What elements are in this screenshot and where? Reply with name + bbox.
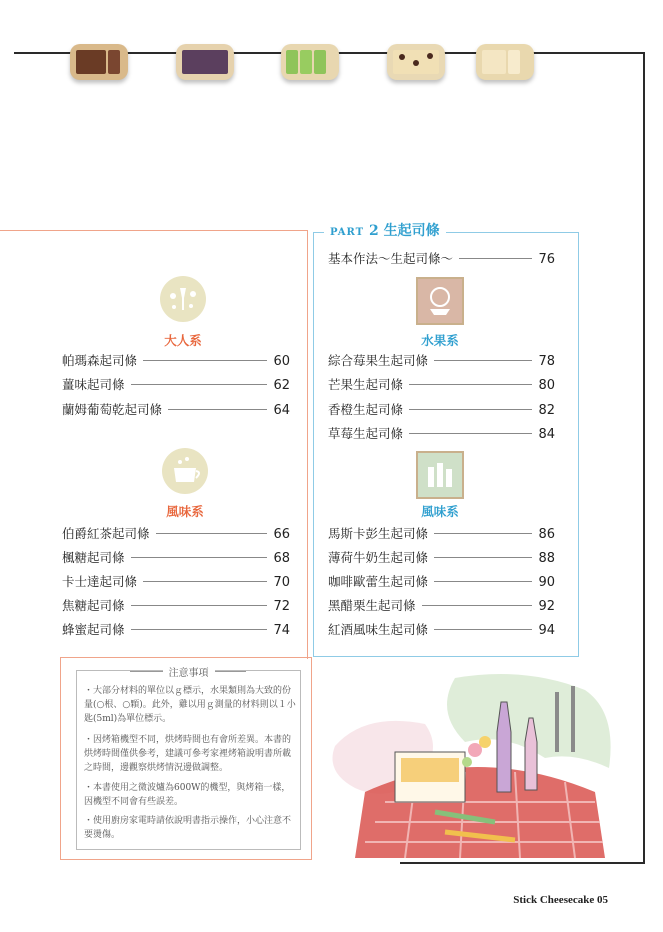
- page-footer: [513, 894, 608, 906]
- category-flavor-right: 風味系: [421, 504, 459, 519]
- toc-row[interactable]: 咖啡歐蕾生起司條 90: [328, 574, 555, 590]
- part-title: PART 2 生起司條: [324, 220, 446, 240]
- category-flavor-left: 風味系: [166, 504, 204, 519]
- toc-row[interactable]: 楓糖起司條 68: [62, 550, 290, 566]
- notes-frame: [311, 657, 312, 860]
- note-item: ・大部分材料的單位以ｇ標示，水果類則為大致的份量(○根、○顆)。此外，雞以用ｇ測量的材料則以１小匙(5ml)為單位標示。: [84, 686, 296, 724]
- toc-row[interactable]: 黑醋栗生起司條 92: [328, 598, 555, 614]
- toc-row[interactable]: 卡士達起司條 70: [62, 574, 290, 590]
- adult-category-icon: [160, 276, 206, 322]
- toc-row[interactable]: 伯爵紅茶起司條 66: [62, 526, 290, 542]
- notes-frame: [60, 657, 61, 860]
- note-item: ・使用廚房家電時請依說明書指示操作，小心注意不要燙傷。: [84, 816, 292, 840]
- picnic-illustration: [325, 672, 617, 864]
- toc-row[interactable]: 香橙生起司條 82: [328, 402, 555, 418]
- cake-photo-matcha: [281, 44, 339, 80]
- flavor-category-icon: [162, 448, 208, 494]
- cake-photo-berry: [176, 44, 234, 80]
- toc-row-intro[interactable]: 基本作法～生起司條～ 76: [328, 251, 555, 267]
- toc-row[interactable]: 焦糖起司條 72: [62, 598, 290, 614]
- notes-title: 注意事項: [76, 664, 301, 679]
- book-title: Stick Cheesecake: [513, 894, 595, 906]
- toc-row[interactable]: 草莓生起司條 84: [328, 426, 555, 442]
- cake-photo-raisin: [387, 44, 445, 80]
- page-number: 05: [597, 894, 608, 906]
- toc-row[interactable]: 薑味起司條 62: [62, 377, 290, 393]
- category-fruit: 水果系: [421, 333, 459, 348]
- left-toc-box: [0, 230, 308, 659]
- notes-frame: [60, 859, 312, 860]
- note-item: ・因烤箱機型不同，烘烤時間也有會所差異。本書的烘烤時間僅供參考，建議可參考家裡烤箱說明書所載之時間，邊觀察烘烤情況邊做調整。: [84, 735, 292, 773]
- toc-row[interactable]: 馬斯卡彭生起司條 86: [328, 526, 555, 542]
- fruit-category-icon: [416, 277, 464, 325]
- cake-photo-plain: [476, 44, 534, 80]
- toc-row[interactable]: 帕瑪森起司條 60: [62, 353, 290, 369]
- flavor-bottles-icon: [416, 451, 464, 499]
- cake-photo-chocolate: [70, 44, 128, 80]
- toc-row[interactable]: 蘭姆葡萄乾起司條 64: [62, 402, 290, 418]
- toc-row[interactable]: 綜合莓果生起司條 78: [328, 353, 555, 369]
- toc-row[interactable]: 蜂蜜起司條 74: [62, 622, 290, 638]
- toc-row[interactable]: 紅酒風味生起司條 94: [328, 622, 555, 638]
- notes-frame: [60, 657, 312, 658]
- note-item: ・本書使用之微波爐為600W的機型，與烤箱一樣，因機型不同會有些誤差。: [84, 783, 291, 807]
- category-adult: 大人系: [164, 333, 202, 348]
- toc-row[interactable]: 芒果生起司條 80: [328, 377, 555, 393]
- frame-right-line: [643, 52, 645, 864]
- toc-row[interactable]: 薄荷牛奶生起司條 88: [328, 550, 555, 566]
